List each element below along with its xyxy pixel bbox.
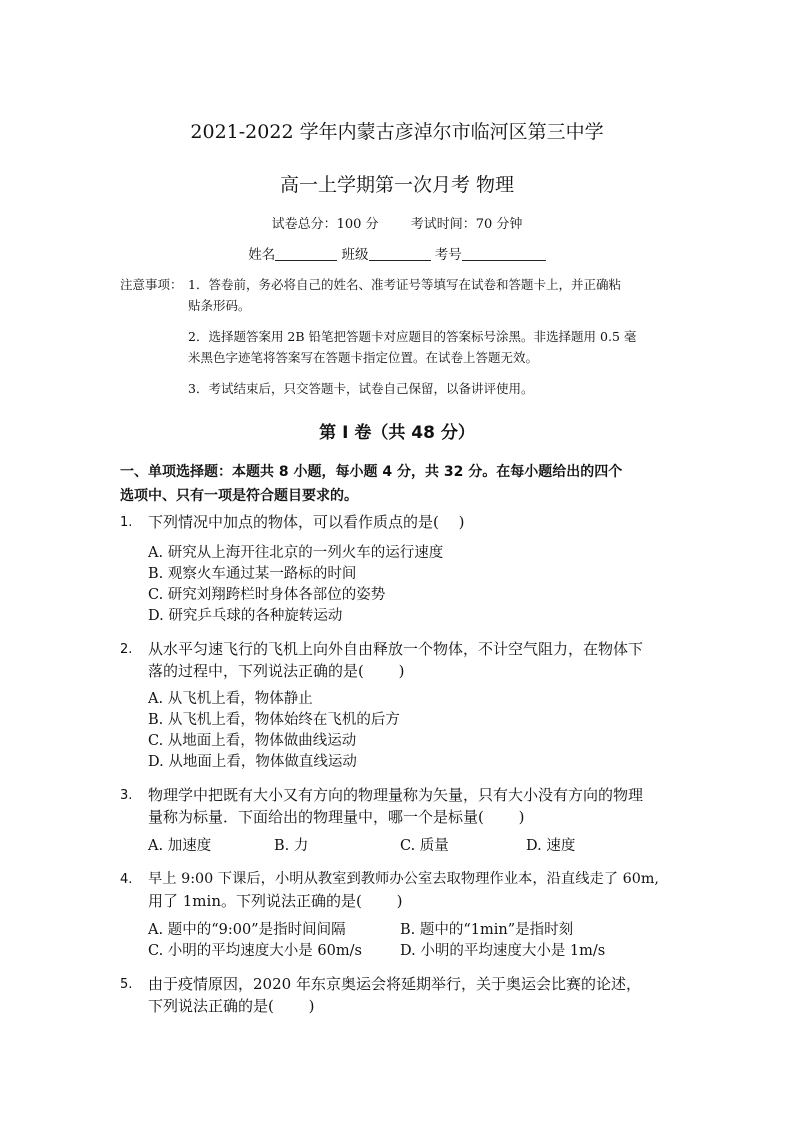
exam-meta [0, 213, 794, 232]
exam-no-label: 考号 [434, 247, 462, 263]
option-a: A. 研究从上海开往北京的一列火车的运行速度 [148, 545, 444, 561]
name-blank[interactable] [275, 246, 337, 261]
question-text: 用了 1min。下列说法正确的是( ) [148, 892, 403, 910]
question-text: 由于疫情原因，2020 年东京奥运会将延期举行，关于奥运会比赛的论述， [148, 975, 641, 993]
exam-title-line1: 2021-2022 学年内蒙古彦淖尔市临河区第三中学 [190, 121, 604, 143]
question-text: 量称为标量．下面给出的物理量中，哪一个是标量( ) [148, 808, 525, 826]
option-a: A. 从飞机上看，物体静止 [148, 691, 313, 707]
option-d: D. 小明的平均速度大小是 1m/s [400, 943, 606, 959]
class-blank[interactable] [369, 246, 431, 261]
option-b: B. 从飞机上看，物体始终在飞机的后方 [148, 712, 400, 728]
question-number: 4. [120, 872, 133, 887]
option-b: B. 题中的“1min”是指时刻 [400, 922, 574, 938]
student-info-line [0, 243, 794, 263]
note-2-line1: 2．选择题答案用 2B 铅笔把答题卡对应题目的答案标号涂黑。非选择题用 0.5 毫 [188, 329, 637, 344]
exam-no-blank[interactable] [462, 246, 546, 261]
question-text: 落的过程中，下列说法正确的是( ) [148, 662, 405, 680]
note-2-line2: 米黑色字迹笔将答案写在答题卡指定位置。在试卷上答题无效。 [188, 350, 539, 365]
note-1-line2: 贴条形码。 [188, 298, 251, 313]
name-label: 姓名 [248, 247, 276, 263]
question-text: 下列情况中加点的物体，可以看作质点的是( ) [148, 513, 465, 531]
option-d: D. 速度 [526, 838, 576, 854]
class-label: 班级 [341, 247, 369, 263]
exam-time: 考试时间：70 分钟 [410, 217, 523, 232]
question-number: 3. [120, 788, 133, 803]
option-a: A. 题中的“9:00”是指时间间隔 [148, 922, 346, 938]
section-title: 第 I 卷（共 48 分） [319, 423, 475, 443]
part-heading-line1: 一、单项选择题：本题共 8 小题，每小题 4 分，共 32 分。在每小题给出的四个 [120, 464, 623, 480]
note-1-line1: 1．答卷前，务必将自己的姓名、准考证号等填写在试卷和答题卡上，并正确粘 [188, 277, 621, 292]
notes-label: 注意事项： [120, 277, 183, 292]
part-heading [120, 460, 680, 508]
question-number: 2. [120, 642, 133, 657]
note-3: 3．考试结束后，只交答题卡，试卷自己保留，以备讲评使用。 [188, 381, 534, 396]
option-c: C. 从地面上看，物体做曲线运动 [148, 733, 357, 749]
option-c: C. 研究刘翔跨栏时身体各部位的姿势 [148, 587, 386, 603]
question-text: 从水平匀速飞行的飞机上向外自由释放一个物体，不计空气阻力，在物体下 [148, 640, 644, 658]
option-c: C. 小明的平均速度大小是 60m/s [148, 943, 362, 959]
total-score: 试卷总分：100 分 [271, 217, 379, 232]
option-d: D. 从地面上看，物体做直线运动 [148, 754, 357, 770]
question-number: 1. [120, 515, 133, 530]
option-c: C. 质量 [400, 838, 449, 854]
option-a: A. 加速度 [148, 838, 212, 854]
option-b: B. 力 [274, 838, 309, 854]
exam-title-line2: 高一上学期第一次月考 物理 [279, 174, 515, 196]
question-text: 早上 9:00 下课后，小明从教室到教师办公室去取物理作业本，沿直线走了 60m, [148, 871, 659, 887]
part-heading-line2: 选项中、只有一项是符合题目要求的。 [120, 488, 358, 504]
question-number: 5. [120, 977, 133, 992]
option-d: D. 研究乒乓球的各种旋转运动 [148, 608, 343, 624]
question-text: 下列说法正确的是( ) [148, 997, 315, 1015]
option-b: B. 观察火车通过某一路标的时间 [148, 566, 357, 582]
question-text: 物理学中把既有大小又有方向的物理量称为矢量，只有大小没有方向的物理 [148, 786, 644, 804]
